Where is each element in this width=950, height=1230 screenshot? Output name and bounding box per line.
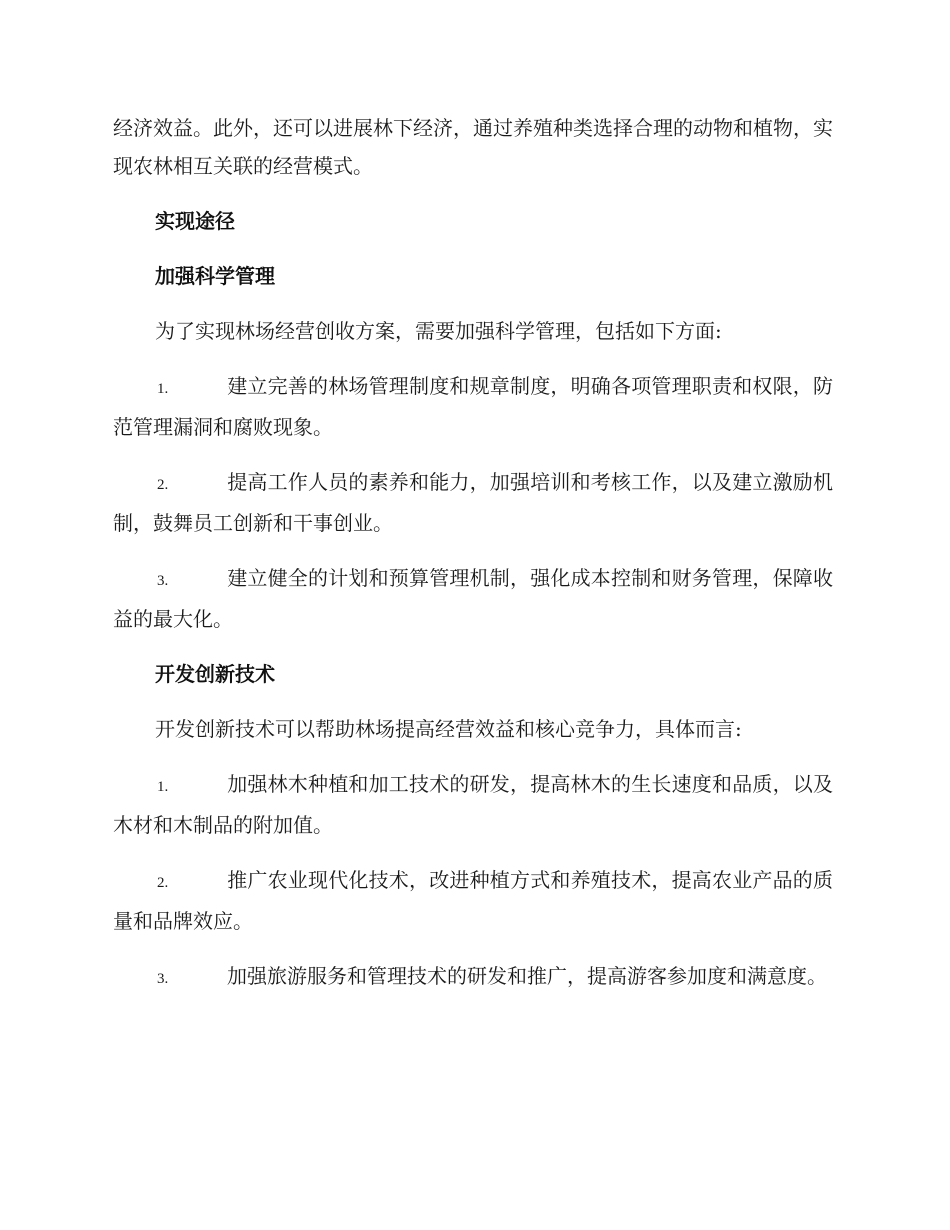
subsection-intro-technology: 开发创新技术可以帮助林场提高经营效益和核心竞争力，具体而言:: [155, 717, 742, 741]
intro-paragraph: 经济效益。此外，还可以进展林下经济，通过养殖种类选择合理的动物和植物，实现农林相互关联的经营模式。: [113, 116, 833, 178]
list-number: 2.: [157, 477, 169, 493]
list-item: [113, 367, 833, 446]
list-text: 推广农业现代化技术，改进种植方式和养殖技术，提高农业产品的质量和品牌效应。: [113, 868, 833, 933]
list-text: 加强林木种植和加工技术的研发，提高林木的生长速度和品质，以及木材和木制品的附加值。: [113, 772, 833, 837]
list-text: 建立完善的林场管理制度和规章制度，明确各项管理职责和权限，防范管理漏洞和腐败现象。: [113, 374, 833, 439]
list-number: 1.: [157, 381, 169, 397]
list-item: [113, 861, 833, 940]
list-item: [113, 957, 833, 998]
section-heading: 实现途径: [155, 209, 235, 233]
list-text: 提高工作人员的素养和能力，加强培训和考核工作，以及建立激励机制，鼓舞员工创新和干事创业。: [113, 470, 833, 535]
list-item: [113, 765, 833, 844]
list-number: 1.: [157, 779, 169, 795]
list-number: 3.: [157, 573, 169, 589]
list-item: [113, 463, 833, 542]
list-number: 2.: [157, 875, 169, 891]
list-number: 3.: [157, 971, 169, 987]
list-text: 加强旅游服务和管理技术的研发和推广，提高游客参加度和满意度。: [227, 964, 827, 988]
subsection-heading-technology: 开发创新技术: [155, 662, 275, 686]
subsection-intro-management: 为了实现林场经营创收方案，需要加强科学管理，包括如下方面:: [155, 319, 722, 343]
list-text: 建立健全的计划和预算管理机制，强化成本控制和财务管理，保障收益的最大化。: [113, 566, 833, 631]
list-item: [113, 559, 833, 638]
document-body: [113, 109, 833, 1015]
subsection-heading-management: 加强科学管理: [155, 264, 275, 288]
